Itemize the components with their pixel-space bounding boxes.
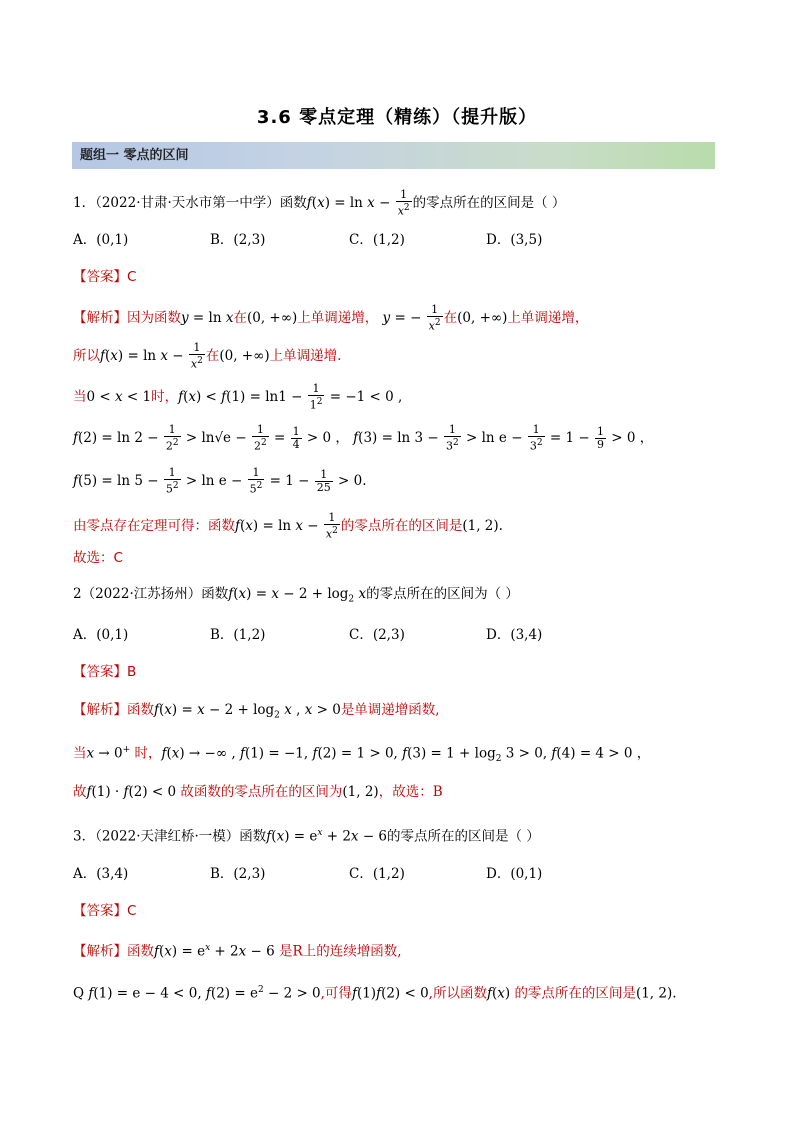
q1-analysis-line-6: 由零点存在定理可得：函数f(x) = ln x − $\frac{1}{x^2}$ 的零点所在的区间是(1, 2). bbox=[73, 511, 503, 541]
q3-option-a: A．(3,4) bbox=[73, 866, 129, 882]
q1-option-b: B．(2,3) bbox=[210, 232, 266, 248]
question-3-stem: 3．（2022·天津红桥·一模）函数$f(x) = e^x + 2x - 6$的零点所在的区间是（ ） bbox=[73, 828, 540, 845]
question-1-stem: 1．（2022·甘肃·天水市第一中学）函数f(x) = ln x − $\frac{1}{x^2}$ 的零点所在的区间是（ ） bbox=[73, 188, 566, 218]
q2-option-c: C．(2,3) bbox=[349, 627, 405, 643]
q3-analysis-line-1: 【解析】函数$f(x) = e^x + 2x - 6$ 是R上的连续增函数, bbox=[73, 943, 402, 960]
q3-analysis-line-2: Q f(1) = e − 4 < 0, $f(2) = e^2 - 2 > 0$,可得f(1)f(2) < 0,所以函数f(x) 的零点所在的区间是(1, 2). bbox=[73, 985, 677, 1002]
q2-option-b: B．(1,2) bbox=[210, 627, 266, 643]
q1-analysis-line-3: 当0 < x < 1时，f(x) < f(1) = ln1 − $\frac{1}{1^2}$ = −1 < 0 , bbox=[73, 382, 403, 412]
q2-option-a: A．(0,1) bbox=[73, 627, 129, 643]
q2-option-d: D．(3,4) bbox=[486, 627, 543, 643]
question-2-stem: 2（2022·江苏扬州）函数$f(x) = x - 2 + \log_2 x$的零点所在的区间为（ ） bbox=[73, 586, 519, 605]
q2-answer: 【答案】B bbox=[73, 664, 137, 680]
q1-option-a: A．(0,1) bbox=[73, 232, 129, 248]
q3-option-d: D．(0,1) bbox=[486, 866, 543, 882]
q3-option-c: C．(1,2) bbox=[349, 866, 405, 882]
q1-analysis-line-4: f(2) = ln 2 − $\frac{1}{2^2}$ > ln√e − $\frac{1}{2^2}$ = $\frac{1}{4}$ > 0 ， f(3) = ln 3 − $\frac{1}{3^2}$ > ln e − $\frac{1}{3^2}$ = 1 − $\frac{1}{9}$ > 0 ， bbox=[73, 423, 654, 453]
q2-analysis-line-3: 故f(1) · f(2) < 0 故函数的零点所在的区间为(1, 2)，故选：B bbox=[73, 784, 443, 800]
page-title: 3.6 零点定理（精练）（提升版） bbox=[256, 107, 538, 128]
q1-option-c: C．(1,2) bbox=[349, 232, 405, 248]
q3-option-b: B．(2,3) bbox=[210, 866, 266, 882]
q1-analysis-line-5: f(5) = ln 5 − $\frac{1}{5^2}$ > ln e − $\frac{1}{5^2}$ = 1 − $\frac{1}{25}$ > 0. bbox=[73, 466, 367, 496]
q1-answer: 【答案】C bbox=[73, 269, 137, 285]
q1-conclusion: 故选：C bbox=[73, 550, 123, 566]
q1-analysis-line-1: 【解析】因为函数y = ln x在(0, +∞)上单调递增， y = − $\frac{1}{x^2}$ 在(0, +∞)上单调递增， bbox=[73, 303, 589, 333]
q2-analysis-line-2: 当x → 0+ 时，f(x) → −∞ , f(1) = −1, f(2) = 1 > 0, $f(3) = 1 + \log_2 3 > 0$, f(4) = 4 > 0 ， bbox=[73, 745, 651, 765]
q1-option-d: D．(3,5) bbox=[486, 232, 543, 248]
q1-analysis-line-2: 所以f(x) = ln x − $\frac{1}{x^2}$ 在(0, +∞)上单调递增. bbox=[73, 341, 342, 371]
q2-analysis-line-1: 【解析】函数$f(x) = x - 2 + \log_2 x$ , x > 0是单调递增函数, bbox=[73, 702, 440, 721]
q3-answer: 【答案】C bbox=[73, 903, 137, 919]
section-header: 题组一 零点的区间 bbox=[72, 142, 715, 169]
